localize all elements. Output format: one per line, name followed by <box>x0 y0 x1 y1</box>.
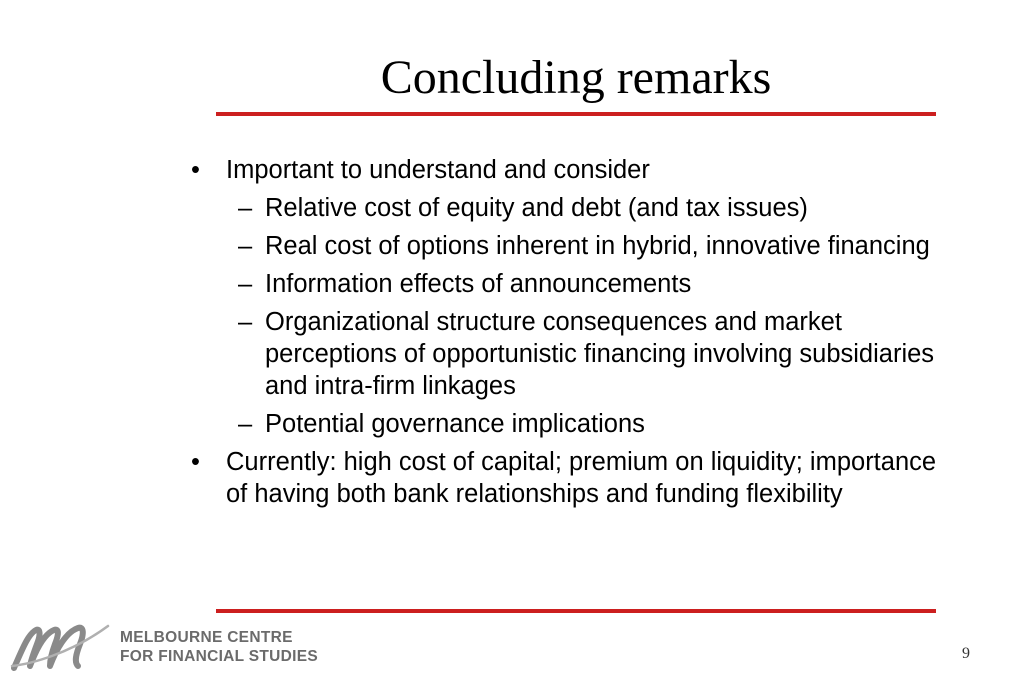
sub-bullet-text: Information effects of announcements <box>265 270 692 298</box>
footer-divider <box>216 609 936 613</box>
bullet-list <box>180 154 940 510</box>
dash-marker: – <box>238 232 253 260</box>
sub-bullet-item <box>180 408 940 440</box>
bullet-marker: • <box>191 448 200 476</box>
script-m-logo-icon <box>10 620 110 672</box>
dash-marker: – <box>238 308 253 336</box>
bullet-marker: • <box>191 156 200 184</box>
sub-bullet-text: Relative cost of equity and debt (and tax issues) <box>265 194 808 222</box>
dash-marker: – <box>238 410 253 438</box>
page-number: 9 <box>962 645 970 662</box>
sub-bullet-text: Potential governance implications <box>265 410 645 438</box>
org-name-line1: MELBOURNE CENTRE <box>120 629 293 646</box>
slide-title: Concluding remarks <box>380 51 772 104</box>
sub-bullet-text: Organizational structure consequences and market perceptions of opportunistic financing involving subsidiaries and intra-firm linkages <box>265 308 935 400</box>
dash-marker: – <box>238 194 253 222</box>
dash-marker: – <box>238 270 253 298</box>
sub-bullet-item <box>180 230 940 262</box>
bullet-item <box>180 154 940 186</box>
bullet-item <box>180 446 940 510</box>
sub-bullet-item <box>180 192 940 224</box>
bullet-text: Currently: high cost of capital; premium on liquidity; importance of having both bank relationships and funding flexibility <box>226 448 937 508</box>
sub-bullet-item <box>180 306 940 402</box>
org-name <box>120 628 318 666</box>
sub-bullet-text: Real cost of options inherent in hybrid, innovative financing <box>265 232 930 260</box>
bullet-text: Important to understand and consider <box>226 156 650 184</box>
org-name-line2: FOR FINANCIAL STUDIES <box>120 648 319 665</box>
title-divider <box>216 112 936 116</box>
sub-bullet-item <box>180 268 940 300</box>
